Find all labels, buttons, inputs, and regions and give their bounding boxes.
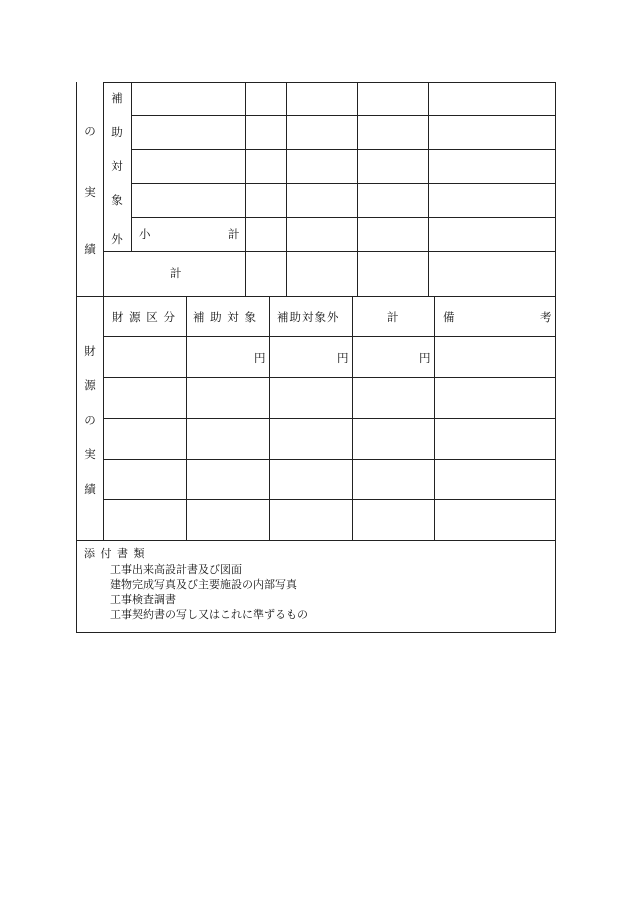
grid-line	[103, 459, 555, 460]
attachments-section	[76, 540, 556, 633]
side-label-char: 実	[84, 447, 96, 461]
grid-line	[286, 82, 287, 296]
grid-line	[131, 149, 555, 150]
non-subsidy-label-char: 外	[111, 232, 123, 246]
grid-line	[131, 183, 555, 184]
form-document	[76, 82, 556, 633]
attachment-item: 工事出来高設計書及び図面	[110, 563, 242, 576]
grid-line	[245, 82, 246, 296]
grid-line	[357, 82, 358, 296]
side-label-char: 績	[84, 482, 96, 496]
non-subsidy-label-char: 助	[111, 125, 123, 139]
header-funding-category: 財 源 区 分	[112, 310, 176, 324]
grid-line	[103, 499, 555, 500]
grid-line	[103, 377, 555, 378]
grid-line	[103, 251, 555, 252]
grid-line	[103, 418, 555, 419]
grid-line	[131, 82, 132, 251]
side-label-char: の	[84, 413, 96, 427]
grid-line	[186, 296, 187, 540]
grid-line	[434, 296, 435, 540]
header-non-subsidy: 補助対象外	[277, 310, 340, 324]
grid-line	[428, 82, 429, 296]
side-label-char: 財	[84, 344, 96, 358]
funding-section	[76, 296, 556, 540]
attachment-item: 建物完成写真及び主要施設の内部写真	[110, 578, 297, 591]
attachments-title: 添 付 書 類	[84, 547, 146, 560]
grid-line	[103, 336, 555, 337]
side-label-char: 績	[84, 242, 96, 256]
non-subsidy-label-char: 補	[111, 91, 123, 105]
grid-line	[131, 217, 555, 218]
unit-yen-non-subsidy: 円	[337, 351, 349, 365]
header-remarks-left: 備	[443, 310, 455, 324]
header-subsidy-target: 補 助 対 象	[193, 310, 257, 324]
grid-line	[76, 540, 556, 541]
attachment-item: 工事契約書の写し又はこれに準ずるもの	[110, 608, 308, 621]
grid-line	[352, 296, 353, 540]
non-subsidy-label-char: 象	[111, 193, 123, 207]
total-label: 計	[170, 266, 182, 280]
subtotal-label-left: 小	[139, 227, 151, 241]
grid-line	[103, 82, 555, 83]
attachment-item: 工事検査調書	[110, 593, 176, 606]
unit-yen-subsidy: 円	[254, 351, 266, 365]
grid-line	[103, 82, 104, 296]
side-label-char: 源	[84, 378, 96, 392]
non-subsidy-label-char: 対	[111, 159, 123, 173]
unit-yen-total: 円	[419, 351, 431, 365]
side-label-char: の	[84, 124, 96, 138]
grid-line	[76, 296, 556, 297]
grid-line	[131, 115, 555, 116]
grid-line	[269, 296, 270, 540]
header-remarks-right: 考	[540, 310, 552, 324]
side-label-char: 実	[84, 185, 96, 199]
header-total: 計	[387, 310, 399, 324]
subtotal-label-right: 計	[228, 227, 240, 241]
grid-line	[103, 296, 104, 540]
achievement-section	[76, 82, 556, 296]
